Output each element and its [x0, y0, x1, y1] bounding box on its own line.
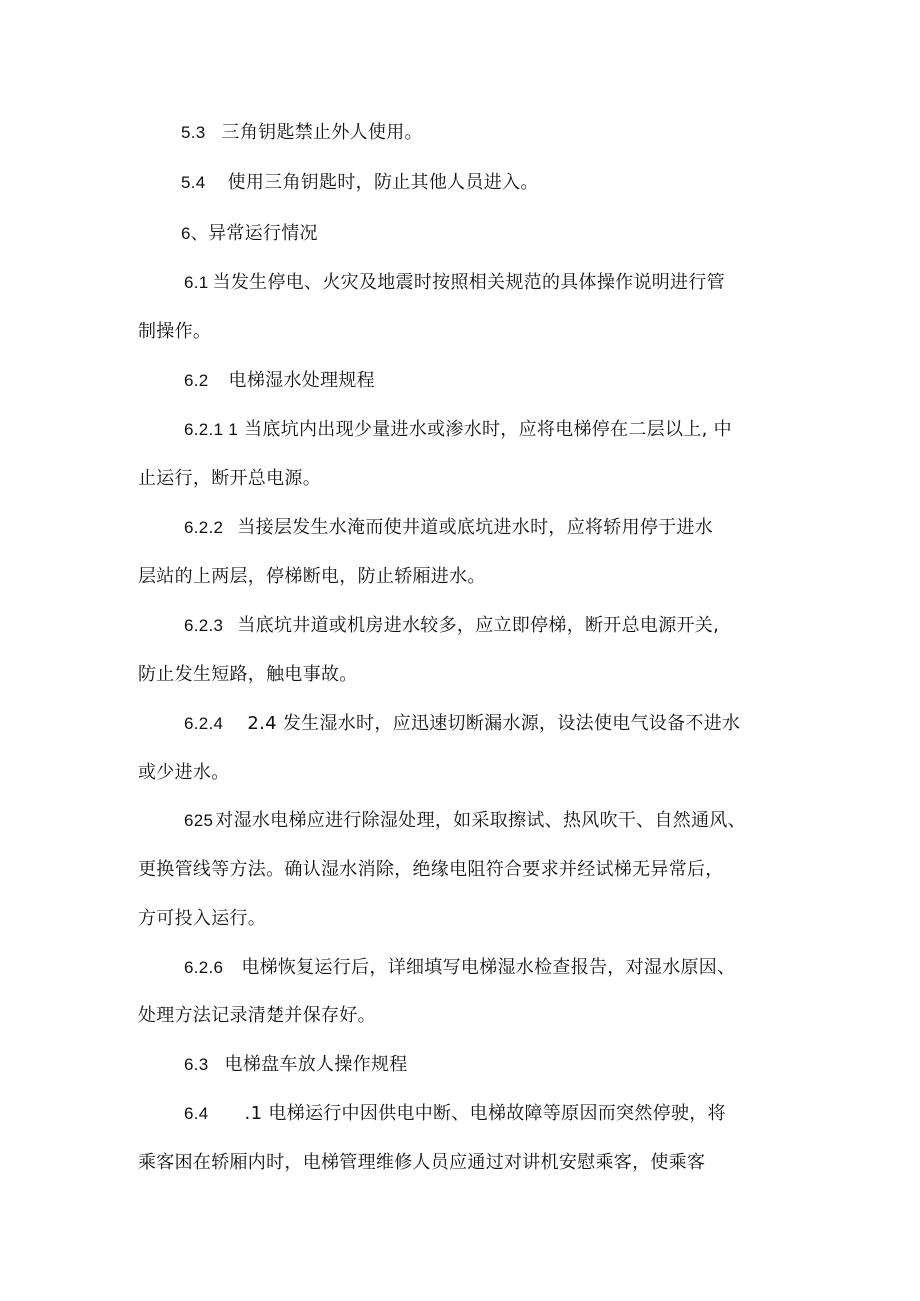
clause-6-1-continued: [138, 321, 211, 343]
clause-6-2-2: [184, 517, 713, 539]
clause-5-3: [181, 122, 423, 144]
clause-number: 6.2: [184, 371, 209, 390]
clause-number: 6.3: [184, 1055, 209, 1074]
clause-text: 止运行，断开总电源。: [138, 468, 321, 489]
clause-text: 2.4 发生湿水时，应迅速切断漏水源，设法使电气设备不进水: [247, 713, 741, 734]
clause-number: 6.2.4: [184, 714, 224, 733]
clause-text: 方可投入运行。: [138, 908, 267, 929]
clause-6-2-6-continued: [138, 1005, 376, 1027]
clause-text: 当底坑井道或机房进水较多，应立即停梯，断开总电源开关,: [237, 615, 720, 636]
clause-text: 乘客困在轿厢内时，电梯管理维修人员应通过对讲机安慰乘客，使乘客: [138, 1152, 706, 1173]
clause-6-2-4: [184, 713, 740, 735]
clause-number: 6.2.3: [184, 616, 224, 635]
clause-5-4: [181, 172, 539, 194]
clause-number: 6、: [181, 224, 209, 243]
clause-6-1: [184, 272, 725, 294]
clause-text: 或少进水。: [138, 762, 230, 783]
clause-text: 当底坑内出现少量进水或渗水时，应将电梯停在二层以上, 中: [244, 419, 732, 440]
clause-text: 层站的上两层，停梯断电，防止轿厢进水。: [138, 566, 486, 587]
clause-number: 6.1: [184, 273, 209, 292]
clause-625: [184, 810, 746, 832]
clause-6-3: [184, 1054, 408, 1076]
clause-text: 制操作。: [138, 321, 212, 342]
clause-625-continued-1: [138, 859, 724, 881]
clause-6-2: [184, 370, 375, 392]
clause-6-2-6: [184, 957, 735, 979]
clause-6-4: [184, 1103, 726, 1125]
clause-text: 当接层发生水淹而使井道或底坑进水时，应将轿用停于进水: [237, 517, 714, 538]
clause-text: 处理方法记录清楚并保存好。: [138, 1005, 376, 1026]
clause-6-2-4-continued: [138, 762, 230, 784]
clause-6-2-3-continued: [138, 664, 358, 686]
clause-number: 5.4: [181, 173, 206, 192]
clause-text: .1 电梯运行中因供电中断、电梯故障等原因而突然停驶，将: [244, 1103, 726, 1124]
clause-6-2-3: [184, 615, 719, 637]
clause-625-continued-2: [138, 908, 266, 930]
clause-number: 5.3: [181, 123, 206, 142]
clause-6-2-1-continued: [138, 468, 321, 490]
clause-text: 异常运行情况: [208, 223, 318, 244]
clause-text: 电梯盘车放人操作规程: [224, 1054, 408, 1075]
clause-text: 使用三角钥匙时，防止其他人员进入。: [227, 172, 539, 193]
clause-number: 625: [184, 811, 214, 830]
clause-number: 6.4: [184, 1104, 209, 1123]
clause-6-2-1: [184, 419, 732, 441]
clause-text: 电梯恢复运行后，详细填写电梯湿水检查报告，对湿水原因、: [241, 957, 736, 978]
clause-text: 当发生停电、火灾及地震时按照相关规范的具体操作说明进行管: [212, 272, 725, 293]
clause-text: 对湿水电梯应进行除湿处理，如采取擦试、热风吹干、自然通风、: [215, 810, 746, 831]
section-6-heading: [181, 223, 318, 245]
clause-number: 6.2.6: [184, 958, 224, 977]
clause-6-2-2-continued: [138, 566, 486, 588]
clause-text: 防止发生短路，触电事故。: [138, 664, 358, 685]
clause-number: 6.2.2: [184, 518, 224, 537]
clause-6-4-continued: [138, 1152, 705, 1174]
clause-number: 6.2.1 1: [184, 420, 239, 439]
clause-text: 更换管线等方法。确认湿水消除，绝缘电阻符合要求并经试梯无异常后，: [138, 859, 724, 880]
clause-text: 电梯湿水处理规程: [228, 370, 375, 391]
clause-text: 三角钥匙禁止外人使用。: [221, 122, 423, 143]
